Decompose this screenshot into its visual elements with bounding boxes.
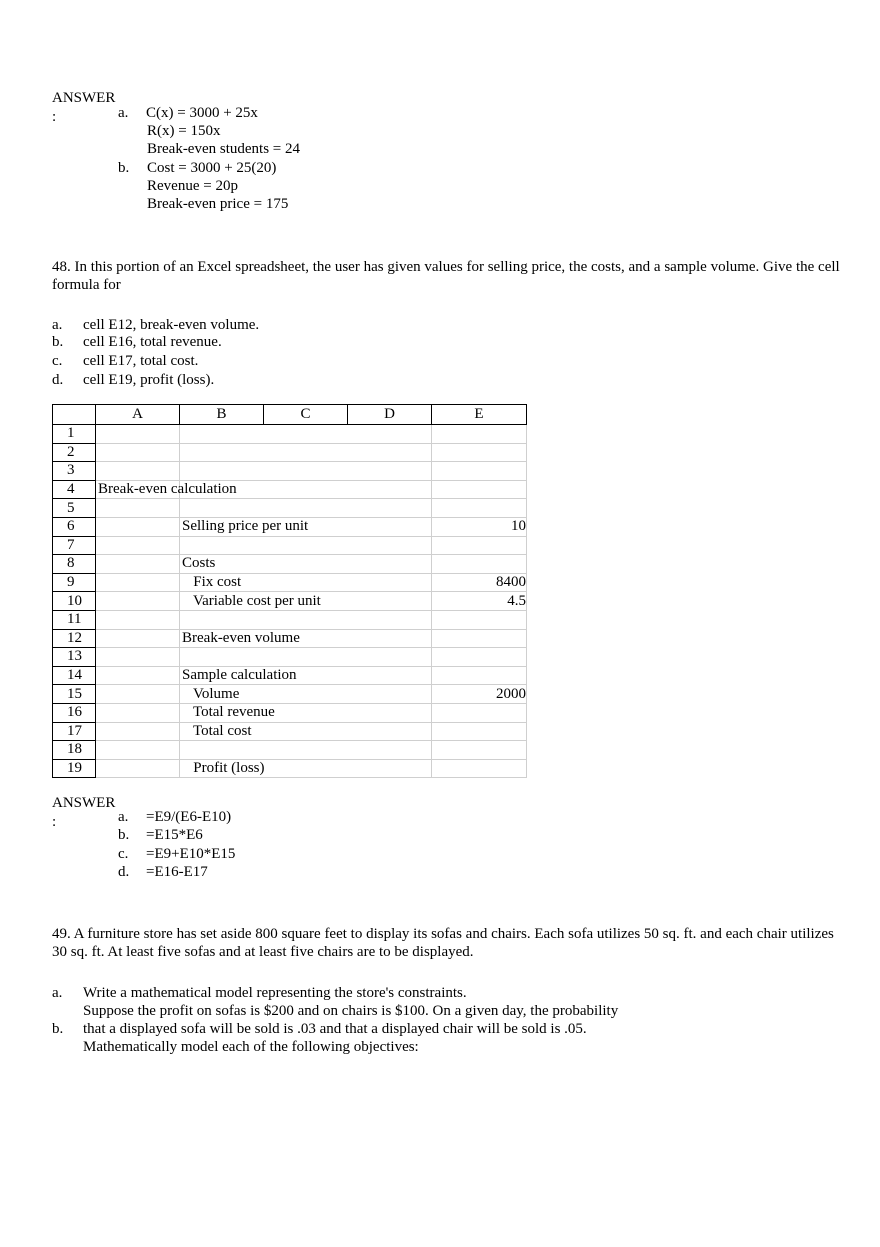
row-number: 17	[53, 722, 96, 741]
answer2-c-text: =E9+E10*E15	[146, 846, 236, 862]
row-number: 3	[53, 462, 96, 481]
cell-e	[432, 425, 527, 444]
answer2-b-text: =E15*E6	[146, 827, 203, 843]
q49-item-b-line1: Suppose the profit on sofas is $200 and on chairs is $100. On a given day, the probability	[83, 1003, 619, 1019]
cell-e	[432, 666, 527, 685]
answer2-d-text: =E16-E17	[146, 864, 208, 880]
column-header-c: C	[264, 405, 348, 425]
row-number: 5	[53, 499, 96, 518]
q48-item-a-marker: a.	[52, 317, 63, 333]
cell-b: Break-even volume	[180, 629, 432, 648]
cell-a	[96, 759, 180, 778]
answer-colon: :	[52, 109, 57, 125]
cell-a	[96, 666, 180, 685]
q48-item-b-text: cell E16, total revenue.	[83, 334, 222, 350]
cell-a	[96, 499, 180, 518]
row-number: 6	[53, 517, 96, 536]
table-row	[53, 462, 527, 481]
cell-e: 4.5	[432, 592, 527, 611]
table-row	[53, 517, 527, 536]
cell-a	[96, 555, 180, 574]
row-number: 16	[53, 703, 96, 722]
cell-b: Volume	[180, 685, 432, 704]
cell-b	[180, 425, 432, 444]
cell-a	[96, 629, 180, 648]
cell-b	[180, 462, 432, 481]
row-number: 1	[53, 425, 96, 444]
cell-b: Sample calculation	[180, 666, 432, 685]
cell-e	[432, 703, 527, 722]
row-number: 2	[53, 443, 96, 462]
cell-e	[432, 462, 527, 481]
table-row	[53, 666, 527, 685]
table-row	[53, 741, 527, 760]
table-row	[53, 499, 527, 518]
answer-b-line3: Break-even price = 175	[147, 196, 289, 212]
spreadsheet-header-row	[53, 405, 527, 425]
cell-e	[432, 722, 527, 741]
row-number: 8	[53, 555, 96, 574]
answer-b-line2: Revenue = 20p	[147, 178, 238, 194]
q48-item-d-marker: d.	[52, 372, 64, 388]
cell-a	[96, 685, 180, 704]
cell-b: Total cost	[180, 722, 432, 741]
cell-e: 8400	[432, 573, 527, 592]
table-row	[53, 610, 527, 629]
q49-item-a-text: Write a mathematical model representing the store's constraints.	[83, 985, 467, 1001]
question-49-text: 49. A furniture store has set aside 800 square feet to display its sofas and chairs. Each sofa utilizes 50 sq. ft. and each chair utilizes 30 sq. ft. At least five sofas and at least five chairs are to be displayed.	[52, 926, 834, 960]
table-row	[53, 759, 527, 778]
row-number: 9	[53, 573, 96, 592]
cell-a	[96, 517, 180, 536]
q48-item-c-marker: c.	[52, 353, 63, 369]
cell-e	[432, 499, 527, 518]
q48-item-c-text: cell E17, total cost.	[83, 353, 199, 369]
column-header-d: D	[348, 405, 432, 425]
cell-b: Profit (loss)	[180, 759, 432, 778]
cell-e: 2000	[432, 685, 527, 704]
cell-e	[432, 648, 527, 667]
q49-item-b-marker: b.	[52, 1021, 64, 1037]
q48-item-d-text: cell E19, profit (loss).	[83, 372, 215, 388]
answer2-d-marker: d.	[118, 864, 130, 880]
cell-a-text: Break-even calculation	[98, 480, 237, 497]
answer-a-line1: C(x) = 3000 + 25x	[146, 105, 258, 121]
table-row	[53, 536, 527, 555]
table-row	[53, 592, 527, 611]
cell-a	[96, 480, 237, 499]
column-header-b: B	[180, 405, 264, 425]
cell-b: Variable cost per unit	[180, 592, 432, 611]
table-row	[53, 629, 527, 648]
cell-e	[432, 443, 527, 462]
cell-a	[96, 443, 180, 462]
cell-b	[180, 648, 432, 667]
cell-a	[96, 648, 180, 667]
cell-e	[432, 741, 527, 760]
cell-e	[432, 536, 527, 555]
answer2-a-text: =E9/(E6-E10)	[146, 809, 232, 825]
table-row	[53, 722, 527, 741]
answer2-a-marker: a.	[118, 809, 129, 825]
table-row	[53, 555, 527, 574]
row-number: 12	[53, 629, 96, 648]
cell-a	[96, 610, 180, 629]
table-row	[53, 648, 527, 667]
question-48-text: 48. In this portion of an Excel spreadsheet, the user has given values for selling price, the costs, and a sample volume. Give the cell formula for	[52, 259, 840, 293]
q48-item-b-marker: b.	[52, 334, 64, 350]
table-row	[53, 703, 527, 722]
cell-b	[180, 443, 432, 462]
row-number: 14	[53, 666, 96, 685]
answer-a-line3: Break-even students = 24	[147, 141, 301, 157]
answer2-b-marker: b.	[118, 827, 130, 843]
row-number: 19	[53, 759, 96, 778]
answer-a-line2: R(x) = 150x	[147, 123, 221, 139]
cell-a	[96, 425, 180, 444]
column-header-e: E	[432, 405, 527, 425]
cell-b	[180, 741, 432, 760]
cell-e	[432, 759, 527, 778]
answer-label: ANSWER	[52, 90, 116, 106]
cell-a	[96, 536, 180, 555]
row-number: 18	[53, 741, 96, 760]
cell-b: Costs	[180, 555, 432, 574]
cell-a	[96, 703, 180, 722]
cell-e	[432, 610, 527, 629]
row-number: 11	[53, 610, 96, 629]
q48-item-a-text: cell E12, break-even volume.	[83, 317, 260, 333]
cell-a	[96, 592, 180, 611]
row-number: 13	[53, 648, 96, 667]
column-header-a: A	[96, 405, 180, 425]
row-number: 4	[53, 480, 96, 499]
spreadsheet-table	[52, 404, 527, 778]
answer-label-2: ANSWER	[52, 795, 116, 811]
answer2-c-marker: c.	[118, 846, 129, 862]
cell-b	[180, 610, 432, 629]
cell-b: Selling price per unit	[180, 517, 432, 536]
corner-cell	[53, 405, 96, 425]
cell-b: Total revenue	[180, 703, 432, 722]
q49-item-a-marker: a.	[52, 985, 63, 1001]
cell-e: 10	[432, 517, 527, 536]
cell-e	[432, 480, 527, 499]
q49-item-b-line3: Mathematically model each of the following objectives:	[83, 1039, 419, 1055]
q49-item-b-line2: that a displayed sofa will be sold is .03 and that a displayed chair will be sold is .05.	[83, 1021, 587, 1037]
answer-colon-2: :	[52, 814, 57, 830]
answer-b-line1: Cost = 3000 + 25(20)	[147, 160, 277, 176]
cell-b	[180, 499, 432, 518]
cell-a	[96, 573, 180, 592]
answer-a-marker: a.	[118, 105, 129, 121]
table-row	[53, 685, 527, 704]
cell-a	[96, 462, 180, 481]
cell-b	[180, 536, 432, 555]
table-row	[53, 425, 527, 444]
table-row	[53, 443, 527, 462]
row-number: 15	[53, 685, 96, 704]
cell-e	[432, 555, 527, 574]
answer-b-marker: b.	[118, 160, 130, 176]
row-number: 10	[53, 592, 96, 611]
row-number: 7	[53, 536, 96, 555]
cell-a	[96, 741, 180, 760]
cell-a	[96, 722, 180, 741]
cell-b: Fix cost	[180, 573, 432, 592]
table-row	[53, 573, 527, 592]
cell-e	[432, 629, 527, 648]
table-row	[53, 480, 527, 499]
